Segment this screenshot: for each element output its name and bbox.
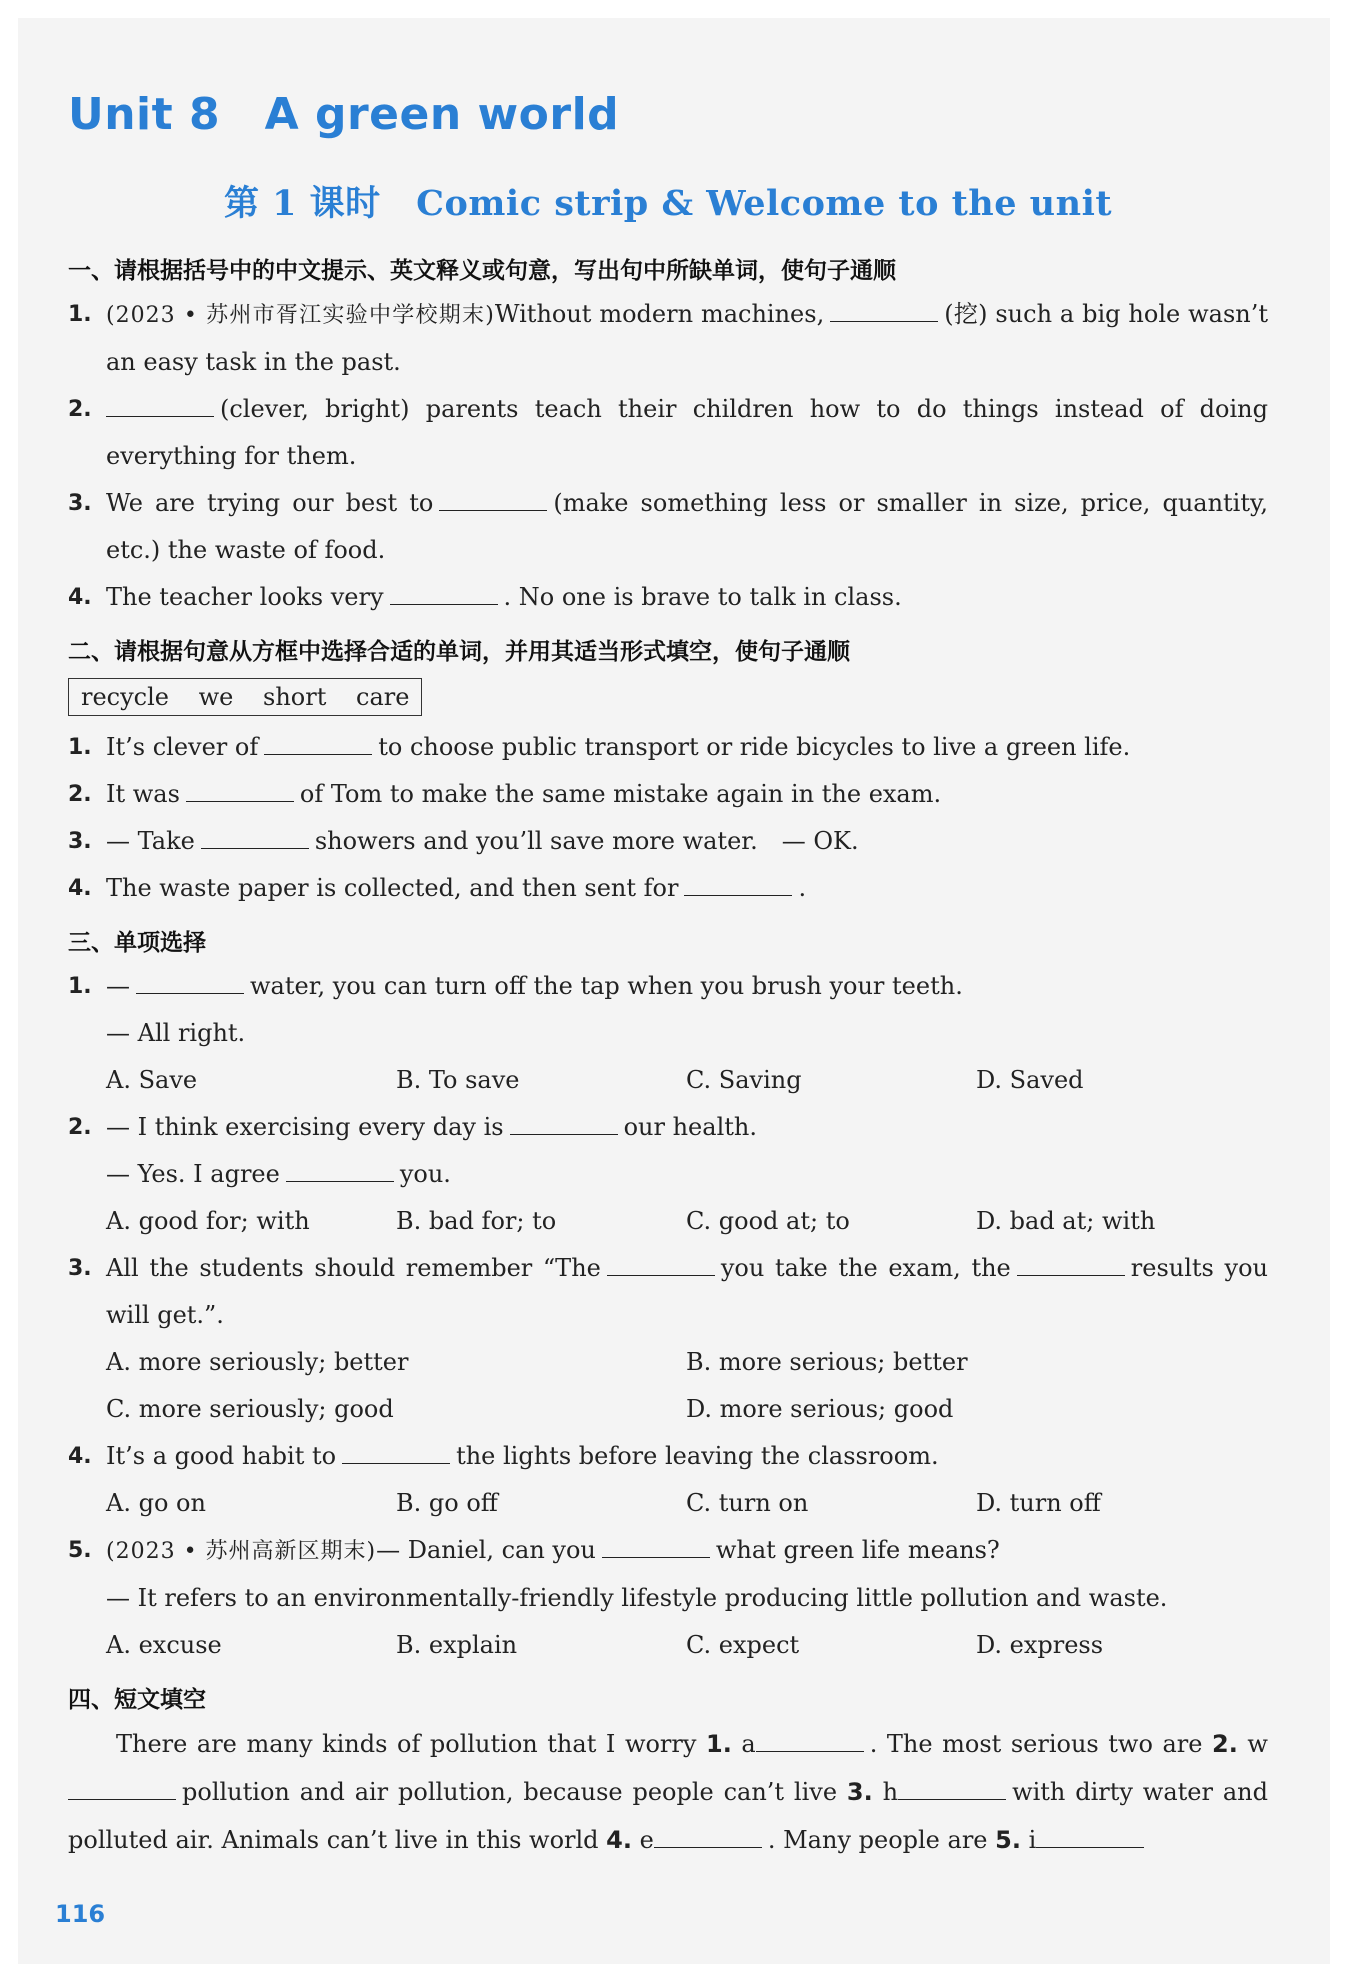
question-text: (make something less or smaller in size, price, quantity, etc.) the waste of food. [106,489,1269,564]
option-a[interactable]: A. more seriously; better [106,1348,409,1376]
section-4-title: 四、短文填空 [68,1687,206,1713]
option-c[interactable]: C. turn on [686,1489,809,1517]
question-number: 4. [68,585,92,610]
answer-blank[interactable] [390,580,498,605]
passage-text: . The most serious two are [869,1730,1203,1758]
option-b[interactable]: B. go off [396,1489,498,1517]
option-c[interactable]: C. good at; to [686,1207,850,1235]
blank-number: 2. [1212,1730,1238,1758]
question-text: — I think exercising every day is [106,1113,504,1141]
answer-blank[interactable] [68,1775,176,1800]
answer-blank[interactable] [607,1251,715,1276]
question-text: (clever, bright) parents teach their children how to do things instead of doing everything for them. [106,395,1268,470]
passage-text: There are many kinds of pollution that I worry [116,1730,697,1758]
s2-question-3 [68,818,1268,865]
answer-blank[interactable] [830,297,938,322]
cloze-passage [68,1720,1268,1864]
question-number: 4. [68,1444,92,1469]
answer-blank[interactable] [286,1157,394,1182]
blank-hint-letter: a [741,1730,756,1758]
passage-text: pollution and air pollution, because people can’t live [182,1778,838,1806]
word-box-item: recycle [81,683,169,711]
answer-blank[interactable] [898,1775,1006,1800]
source-note: (2023 • 苏州高新区期末) [106,1539,377,1564]
s1-question-3 [68,480,1268,574]
question-text: water, you can turn off the tap when you brush your teeth. [250,972,963,1000]
option-a[interactable]: A. go on [106,1489,206,1517]
question-text: our health. [623,1113,757,1141]
question-text: The teacher looks very [106,583,384,611]
unit-title: Unit 8 A green world [68,89,620,140]
answer-blank[interactable] [186,777,294,802]
answer-blank[interactable] [342,1439,450,1464]
question-number: 2. [68,397,92,422]
reply-text: you. [399,1160,451,1188]
option-b[interactable]: B. explain [396,1631,518,1659]
question-text: All the students should remember “The [106,1254,601,1282]
question-text: to choose public transport or ride bicycles to live a green life. [378,733,1131,761]
s3-question-1 [68,963,1268,1057]
question-text: showers and you’ll save more water. — OK. [314,827,859,855]
word-box [68,678,422,716]
answer-blank[interactable] [602,1533,710,1558]
question-number: 1. [68,735,92,760]
option-b[interactable]: B. To save [396,1066,520,1094]
question-number: 2. [68,1115,92,1140]
question-number: 3. [68,829,92,854]
passage-text: with dirty water and polluted air. Animals can’t live in this world [68,1778,1268,1854]
blank-hint-letter: e [639,1826,654,1854]
option-d[interactable]: D. more serious; good [686,1395,954,1423]
question-number: 4. [68,876,92,901]
section-1-title: 一、请根据括号中的中文提示、英文释义或句意，写出句中所缺单词，使句子通顺 [68,258,896,284]
question-text: — Take [106,827,195,855]
question-text: what green life means? [715,1536,1000,1564]
answer-blank[interactable] [1036,1823,1144,1848]
answer-blank[interactable] [684,871,792,896]
option-c[interactable]: C. expect [686,1631,800,1659]
blank-number: 5. [995,1826,1021,1854]
option-d[interactable]: D. Saved [976,1066,1084,1094]
source-note: (2023 • 苏州市胥江实验中学校期末) [106,303,495,328]
options-row [68,1057,1268,1104]
question-text: It’s a good habit to [106,1442,337,1470]
options-row [68,1198,1268,1245]
answer-blank[interactable] [201,824,309,849]
question-number: 1. [68,974,92,999]
reply-text: — It refers to an environmentally-friendly lifestyle producing little pollution and waste. [106,1584,1168,1612]
option-c[interactable]: C. more seriously; good [106,1395,394,1423]
question-text: It’s clever of [106,733,259,761]
answer-blank[interactable] [654,1823,762,1848]
answer-blank[interactable] [510,1110,618,1135]
answer-blank[interactable] [264,730,372,755]
blank-hint-letter: w [1247,1730,1268,1758]
question-text: We are trying our best to [106,489,434,517]
question-text: you take the exam, the [720,1254,1011,1282]
blank-number: 1. [706,1730,732,1758]
option-a[interactable]: A. Save [106,1066,198,1094]
s3-question-2 [68,1104,1268,1198]
options-row [68,1622,1268,1669]
section-2-title: 二、请根据句意从方框中选择合适的单词，并用其适当形式填空，使句子通顺 [68,639,850,665]
option-d[interactable]: D. turn off [976,1489,1101,1517]
s2-question-2 [68,771,1268,818]
question-number: 1. [68,302,92,327]
question-number: 5. [68,1538,92,1563]
question-text: It was [106,780,180,808]
options-row [68,1339,1268,1386]
question-text: Without modern machines, [494,300,825,328]
question-text: — Daniel, can you [376,1536,596,1564]
options-row [68,1480,1268,1527]
question-number: 3. [68,1256,92,1281]
question-number: 2. [68,782,92,807]
worksheet [68,78,1268,1864]
blank-number: 4. [606,1826,632,1854]
blank-hint-letter: h [882,1778,899,1806]
option-d[interactable]: D. bad at; with [976,1207,1156,1235]
option-b[interactable]: B. more serious; better [686,1348,968,1376]
blank-number: 3. [846,1778,873,1806]
s1-question-4 [68,574,1268,621]
reply-text: — All right. [106,1019,246,1047]
question-text: of Tom to make the same mistake again in the exam. [299,780,942,808]
option-b[interactable]: B. bad for; to [396,1207,557,1235]
lesson-title: 第 1 课时 Comic strip & Welcome to the unit [223,183,1113,224]
option-a[interactable]: A. good for; with [106,1207,310,1235]
option-a[interactable]: A. excuse [106,1631,222,1659]
answer-blank[interactable] [439,486,547,511]
s1-question-2 [68,386,1268,480]
options-row [68,1386,1268,1433]
question-text: . No one is brave to talk in class. [503,583,902,611]
blank-hint-letter: i [1028,1826,1037,1854]
answer-blank[interactable] [756,1727,864,1752]
s3-question-5 [68,1527,1268,1622]
question-text: results you will get.”. [106,1254,1268,1329]
s3-question-3 [68,1245,1268,1339]
s2-question-1 [68,724,1268,771]
question-text: . [798,874,807,902]
option-c[interactable]: C. Saving [686,1066,802,1094]
s3-question-4 [68,1433,1268,1480]
reply-text: — Yes. I agree [106,1160,280,1188]
question-text: — [106,972,130,1000]
page-number: 116 [55,1900,106,1928]
word-box-item: care [356,683,410,711]
word-box-item: short [263,683,327,711]
question-text: The waste paper is collected, and then sent for [106,874,679,902]
answer-blank[interactable] [1017,1251,1125,1276]
answer-blank[interactable] [136,969,244,994]
question-text: (挖) such a big hole wasn’t an easy task in the past. [106,300,1269,376]
passage-text: . Many people are [767,1826,988,1854]
section-3-title: 三、单项选择 [68,930,206,956]
s1-question-1 [68,291,1268,386]
word-box-item: we [198,683,234,711]
question-text: the lights before leaving the classroom. [456,1442,939,1470]
question-number: 3. [68,491,92,516]
s2-question-4 [68,865,1268,912]
option-d[interactable]: D. express [976,1631,1104,1659]
answer-blank[interactable] [106,392,214,417]
